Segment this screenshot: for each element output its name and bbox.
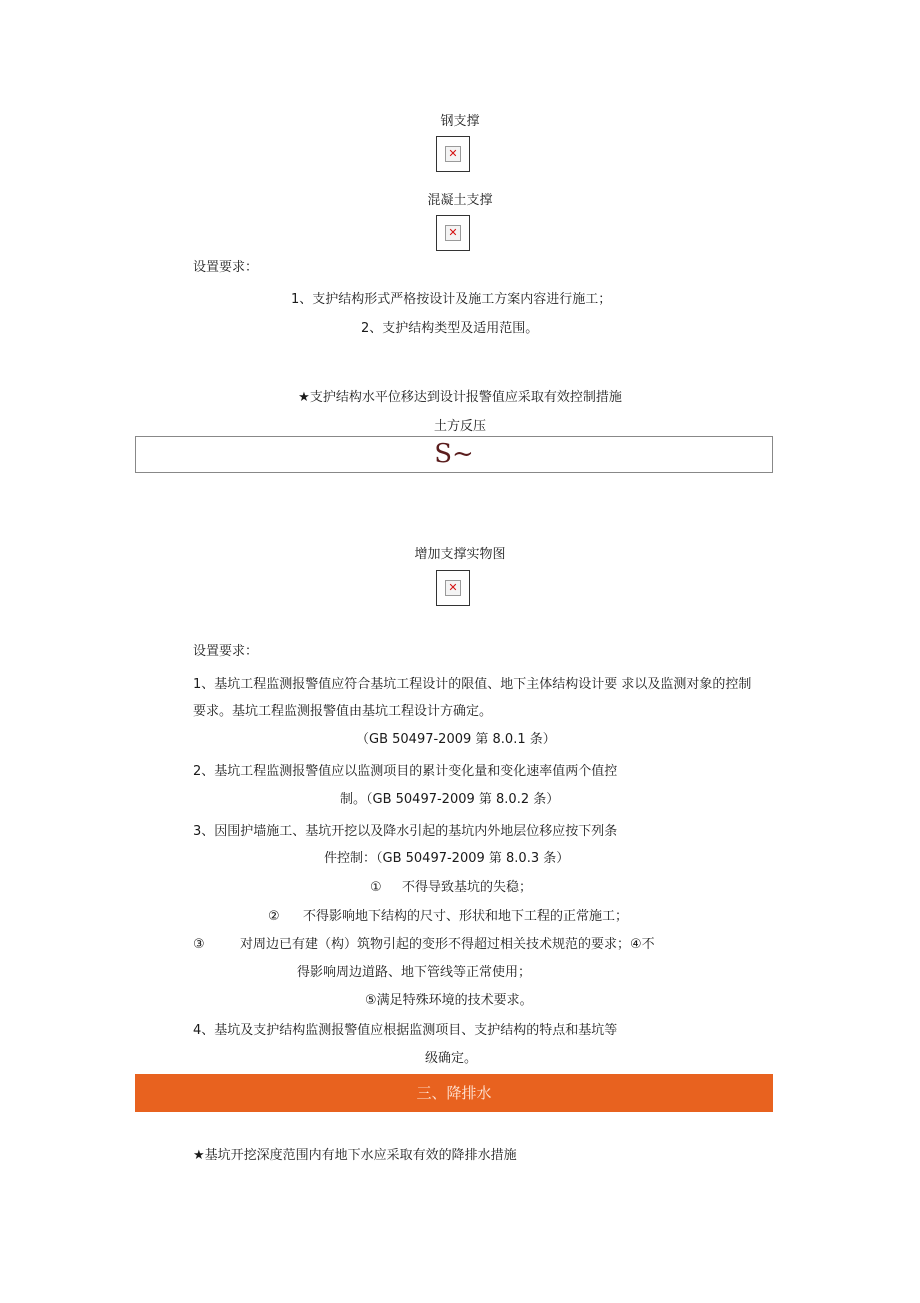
- requirement-paragraph-line: 3、因围护墙施工、基坑开挖以及降水引起的基坑内外地层位移应按下列条: [193, 824, 618, 839]
- requirement-paragraph-line: 2、基坑工程监测报警值应以监测项目的累计变化量和变化速率值两个值控: [193, 764, 618, 779]
- condition-number: ③: [193, 937, 205, 952]
- star-note: ★支护结构水平位移达到设计报警值应采取有效控制措施: [298, 390, 622, 405]
- formula-glyph: S~: [434, 439, 474, 469]
- broken-image-icon: ✕: [445, 580, 461, 596]
- condition-text: 不得导致基坑的失稳；: [402, 880, 533, 895]
- requirement-paragraph-line: 要求。基坑工程监测报警值由基坑工程设计方确定。: [193, 704, 493, 719]
- requirement-item: 1、支护结构形式严格按设计及施工方案内容进行施工；: [291, 292, 612, 307]
- condition-text: ⑤满足特殊环境的技术要求。: [365, 993, 533, 1008]
- steel-support-caption: 钢支撑: [440, 114, 480, 129]
- condition-number: ①: [370, 880, 382, 895]
- steel-support-image: [436, 136, 470, 172]
- requirements-heading: 设置要求：: [193, 644, 259, 659]
- requirement-paragraph-line: 1、基坑工程监测报警值应符合基坑工程设计的限值、地下主体结构设计要 求以及监测对象的控制: [193, 677, 752, 692]
- concrete-support-image: [436, 215, 470, 251]
- condition-text: 得影响周边道路、地下管线等正常使用；: [297, 965, 532, 980]
- condition-text: 对周边已有建（构）筑物引起的变形不得超过相关技术规范的要求；④不: [240, 937, 655, 952]
- requirement-paragraph-line: 制。（GB 50497-2009 第 8.0.2 条）: [340, 792, 560, 807]
- section-title: 三、降排水: [416, 1084, 492, 1102]
- requirement-paragraph-line: 4、基坑及支护结构监测报警值应根据监测项目、支护结构的特点和基坑等: [193, 1023, 618, 1038]
- broken-image-icon: ✕: [445, 146, 461, 162]
- added-support-caption: 增加支撑实物图: [414, 547, 506, 562]
- requirement-paragraph-line: 级确定。: [425, 1051, 478, 1066]
- standard-reference: （GB 50497-2009 第 8.0.1 条）: [356, 732, 556, 747]
- formula-box: [135, 436, 773, 473]
- star-note: ★基坑开挖深度范围内有地下水应采取有效的降排水措施: [193, 1148, 517, 1163]
- condition-number: ②: [268, 909, 280, 924]
- concrete-support-caption: 混凝土支撑: [427, 193, 493, 208]
- requirements-heading: 设置要求：: [193, 260, 259, 275]
- requirement-paragraph-line: 件控制：（GB 50497-2009 第 8.0.3 条）: [324, 851, 570, 866]
- broken-image-icon: ✕: [445, 225, 461, 241]
- added-support-image: [436, 570, 470, 606]
- earth-backpressure-caption: 土方反压: [433, 419, 486, 434]
- section-header-bar: [135, 1074, 773, 1112]
- requirement-item: 2、支护结构类型及适用范围。: [361, 321, 539, 336]
- condition-text: 不得影响地下结构的尺寸、形状和地下工程的正常施工；: [303, 909, 629, 924]
